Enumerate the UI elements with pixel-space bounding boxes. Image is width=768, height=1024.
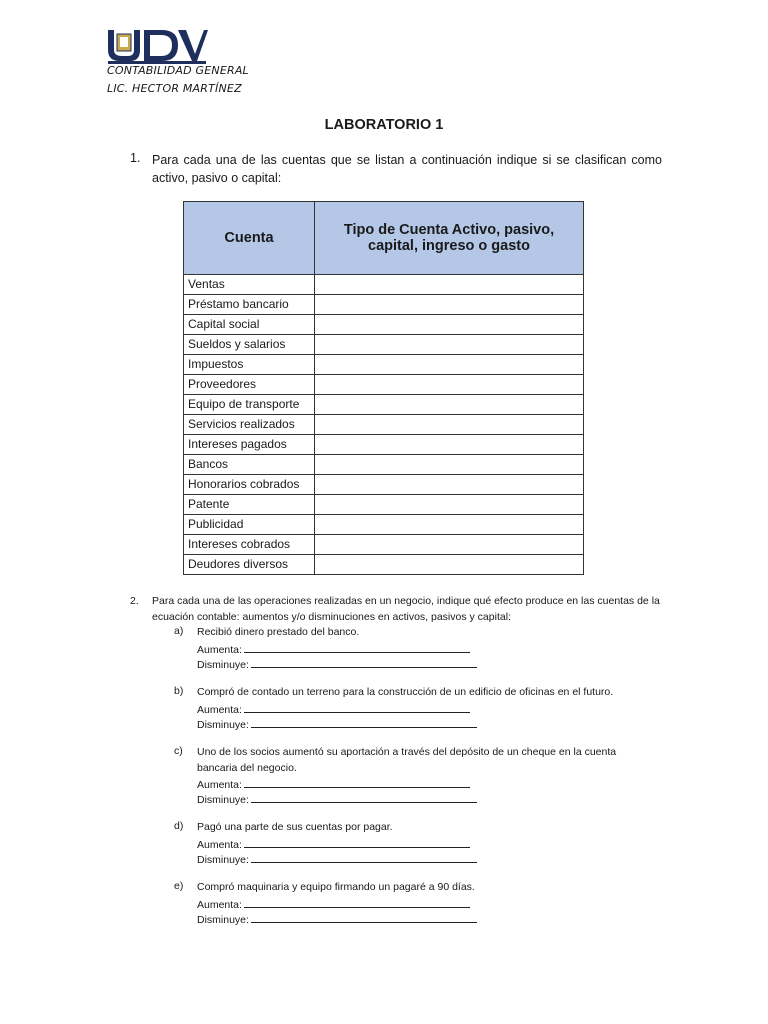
account-name-cell: Publicidad [184,515,315,535]
operation-label: c) [174,745,183,757]
account-type-answer-cell[interactable] [315,375,584,395]
increase-label: Aumenta: [197,779,242,791]
decrease-label: Disminuye: [197,794,249,806]
account-type-answer-cell[interactable] [315,515,584,535]
account-name-cell: Intereses cobrados [184,535,315,555]
account-type-answer-cell[interactable] [315,275,584,295]
accounts-table [183,201,584,575]
course-name: CONTABILIDAD GENERAL [107,64,249,77]
account-type-answer-cell[interactable] [315,435,584,455]
account-name-cell: Préstamo bancario [184,295,315,315]
decrease-line [197,656,477,673]
table-row [184,475,584,495]
account-type-answer-cell[interactable] [315,555,584,575]
table-row [184,395,584,415]
increase-answer-blank[interactable] [244,896,470,908]
decrease-line [197,911,477,928]
operation-text: Pagó una parte de sus cuentas por pagar. [197,821,393,833]
table-row [184,275,584,295]
decrease-label: Disminuye: [197,658,249,671]
question-2-number: 2. [130,595,139,607]
question-1-number: 1. [130,151,141,165]
decrease-answer-blank[interactable] [251,851,477,863]
increase-answer-blank[interactable] [244,641,470,653]
operation-label: e) [174,880,184,892]
operation-text: Uno de los socios aumentó su aportación a través del depósito de un cheque en la cuenta bancaria del negocio. [197,746,617,774]
increase-label: Aumenta: [197,898,242,911]
question-2-text: Para cada una de las operaciones realizadas en un negocio, indique qué efecto produce en las cuentas de la ecuación contable: aumentos y/o disminuciones en activos, pasivos y capital: [152,595,660,623]
operation-text: Compró maquinaria y equipo firmando un pagaré a 90 días. [197,881,475,893]
table-row [184,315,584,335]
account-name-cell: Sueldos y salarios [184,335,315,355]
account-name-cell: Equipo de transporte [184,395,315,415]
increase-label: Aumenta: [197,703,242,716]
table-row [184,295,584,315]
table-row [184,515,584,535]
account-type-answer-cell[interactable] [315,335,584,355]
decrease-line [197,716,477,733]
account-type-answer-cell[interactable] [315,475,584,495]
account-type-answer-cell[interactable] [315,455,584,475]
table-row [184,535,584,555]
account-name-cell: Honorarios cobrados [184,475,315,495]
account-name-cell: Proveedores [184,375,315,395]
account-name-cell: Servicios realizados [184,415,315,435]
operation-label: b) [174,685,184,697]
decrease-label: Disminuye: [197,853,249,866]
account-name-cell: Patente [184,495,315,515]
table-header-row [184,202,584,275]
account-type-answer-cell[interactable] [315,495,584,515]
table-row [184,415,584,435]
increase-label: Aumenta: [197,643,242,656]
table-row [184,495,584,515]
question-1-text: Para cada una de las cuentas que se listan a continuación indique si se clasifican como activo, pasivo o capital: [152,153,662,185]
decrease-label: Disminuye: [197,913,249,926]
column-header-account-type: Tipo de Cuenta Activo, pasivo, capital, ingreso o gasto [315,202,584,275]
account-name-cell: Ventas [184,275,315,295]
column-header-account: Cuenta [184,202,315,275]
decrease-answer-blank[interactable] [251,791,477,803]
operation-label: d) [174,820,184,832]
operation-text: Recibió dinero prestado del banco. [197,626,360,638]
account-name-cell: Bancos [184,455,315,475]
increase-answer-blank[interactable] [244,701,470,713]
decrease-line [197,851,477,868]
account-type-answer-cell[interactable] [315,535,584,555]
account-name-cell: Intereses pagados [184,435,315,455]
teacher-name: LIC. HECTOR MARTÍNEZ [107,82,242,95]
decrease-answer-blank[interactable] [251,716,477,728]
table-row [184,435,584,455]
operation-text: Compró de contado un terreno para la construcción de un edificio de oficinas en el futuro. [197,686,614,698]
table-row [184,375,584,395]
decrease-line [197,791,477,808]
operation-label: a) [174,625,184,637]
page-title: LABORATORIO 1 [324,117,444,133]
table-row [184,455,584,475]
increase-answer-blank[interactable] [244,776,470,788]
account-name-cell: Deudores diversos [184,555,315,575]
table-row [184,335,584,355]
account-name-cell: Capital social [184,315,315,335]
account-type-answer-cell[interactable] [315,315,584,335]
table-row [184,355,584,375]
account-name-cell: Impuestos [184,355,315,375]
account-type-answer-cell[interactable] [315,395,584,415]
table-row [184,555,584,575]
increase-label: Aumenta: [197,838,242,851]
decrease-label: Disminuye: [197,718,249,731]
decrease-answer-blank[interactable] [251,911,477,923]
udv-logo [106,28,208,64]
account-type-answer-cell[interactable] [315,295,584,315]
decrease-answer-blank[interactable] [251,656,477,668]
account-type-answer-cell[interactable] [315,355,584,375]
increase-answer-blank[interactable] [244,836,470,848]
account-type-answer-cell[interactable] [315,415,584,435]
